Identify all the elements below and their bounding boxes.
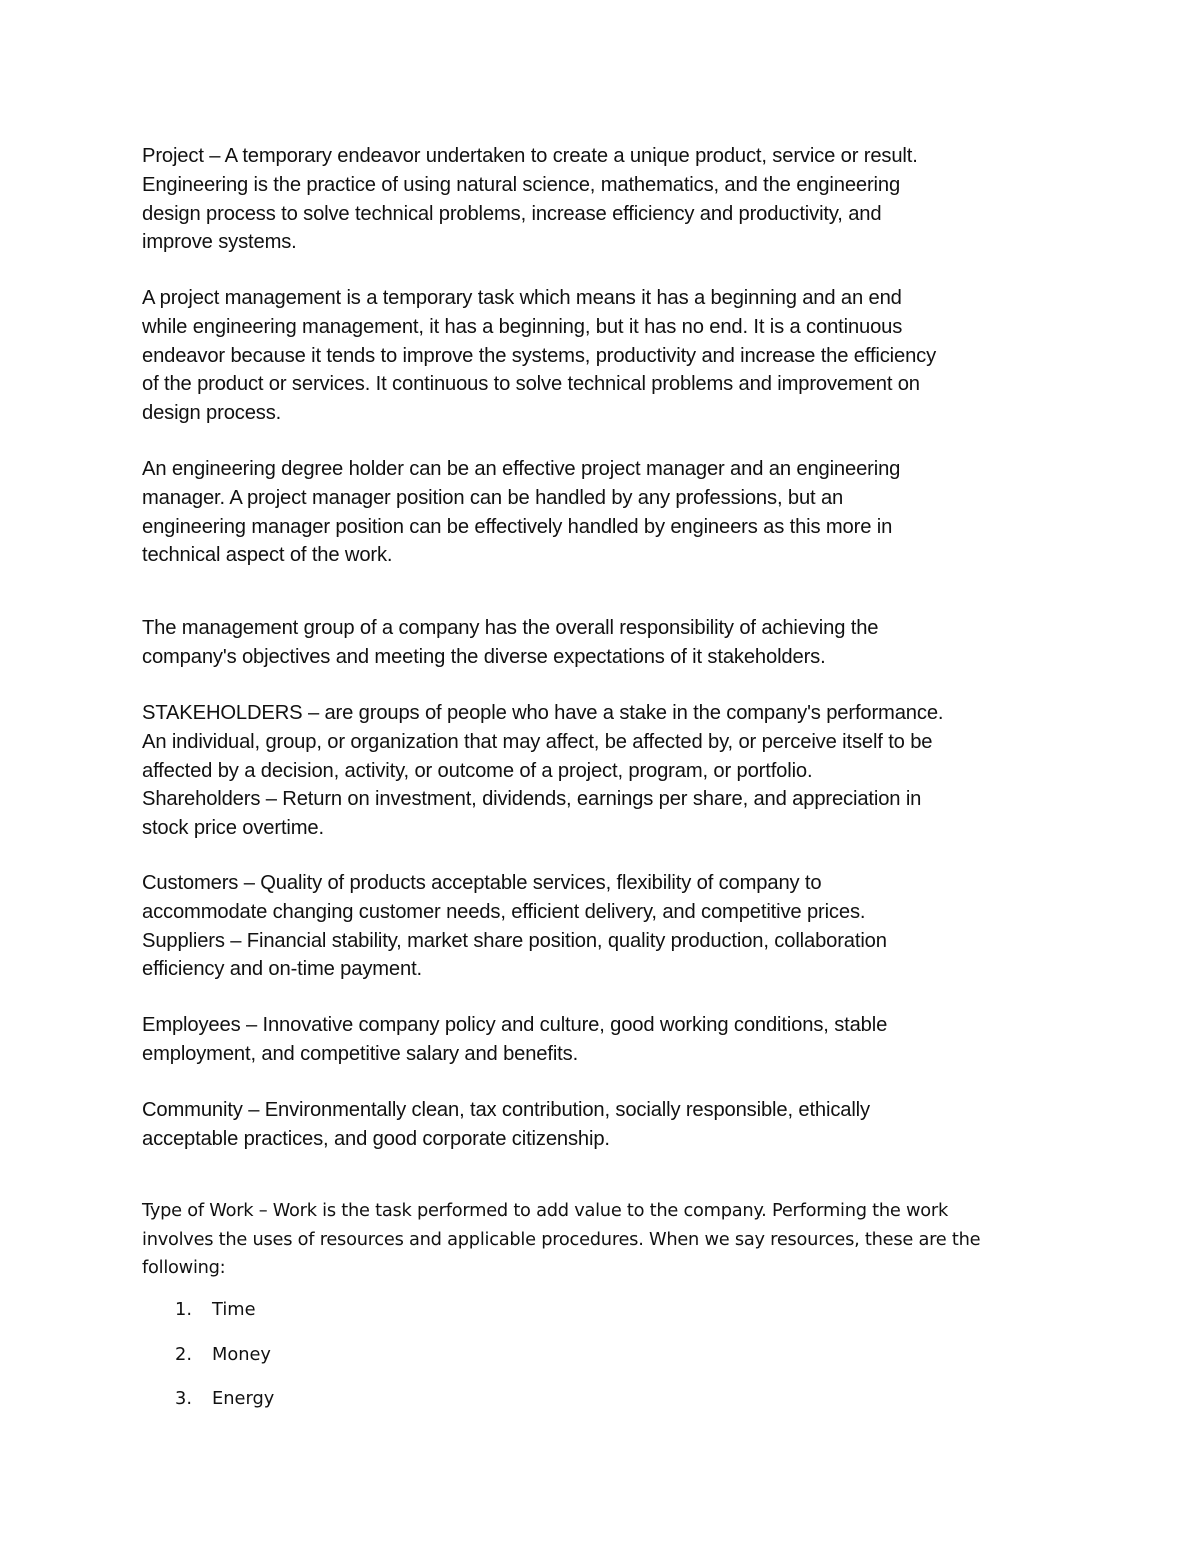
text-line: manager. A project manager position can be handled by any professions, but an xyxy=(142,486,844,509)
text-line: Employees – Innovative company policy and culture, good working conditions, stable xyxy=(142,1014,888,1036)
text-line: An individual, group, or organization that may affect, be affected by, or perceive itself to be xyxy=(142,730,933,753)
text-line: The management group of a company has the overall responsibility of achieving the xyxy=(142,617,879,639)
text-line: while engineering management, it has a beginning, but it has no end. It is a continuous xyxy=(142,315,903,338)
text-line: design process to solve technical problems, increase efficiency and productivity, and xyxy=(142,202,882,225)
text-line: Community – Environmentally clean, tax contribution, socially responsible, ethically xyxy=(142,1099,870,1121)
text-line: employment, and competitive salary and benefits. xyxy=(142,1042,579,1065)
list-item xyxy=(142,1385,274,1430)
text-line: engineering manager position can be effectively handled by engineers as this more in xyxy=(142,515,893,538)
list-item-label: Time xyxy=(212,1299,256,1320)
engineering-degree-paragraph xyxy=(142,455,1072,570)
text-line: Project – A temporary endeavor undertaken to create a unique product, service or result. xyxy=(142,145,918,167)
project-vs-engineering-paragraph xyxy=(142,284,1072,428)
list-item-number: 3. xyxy=(175,1388,192,1409)
text-line: Engineering is the practice of using natural science, mathematics, and the engineering xyxy=(142,173,901,196)
text-line: accommodate changing customer needs, efficient delivery, and competitive prices. xyxy=(142,900,866,923)
text-line: Type of Work – Work is the task performed to add value to the company. Performing the work xyxy=(142,1200,949,1221)
list-item-label: Money xyxy=(212,1343,271,1365)
text-line: affected by a decision, activity, or outcome of a project, program, or portfolio. xyxy=(142,759,813,782)
text-line: STAKEHOLDERS – are groups of people who have a stake in the company's performance. xyxy=(142,702,944,724)
text-line: efficiency and on-time payment. xyxy=(142,958,422,981)
text-line: improve systems. xyxy=(142,231,297,254)
list-item xyxy=(142,1296,274,1341)
text-line: Shareholders – Return on investment, dividends, earnings per share, and appreciation in xyxy=(142,788,922,811)
text-line: endeavor because it tends to improve the systems, productivity and increase the efficiency xyxy=(142,344,937,367)
community-paragraph xyxy=(142,1096,1072,1154)
customers-suppliers-paragraph xyxy=(142,869,1072,984)
text-line: An engineering degree holder can be an effective project manager and an engineering xyxy=(142,458,901,480)
text-line: stock price overtime. xyxy=(142,817,324,840)
text-line: of the product or services. It continuous to solve technical problems and improvement on xyxy=(142,373,920,396)
list-item-number: 1. xyxy=(175,1299,192,1320)
text-line: Customers – Quality of products acceptable services, flexibility of company to xyxy=(142,872,822,894)
text-line: A project management is a temporary task which means it has a beginning and an end xyxy=(142,287,902,309)
list-item-number: 2. xyxy=(175,1343,192,1365)
text-line: acceptable practices, and good corporate citizenship. xyxy=(142,1127,610,1150)
text-line: Suppliers – Financial stability, market share position, quality production, collaboration xyxy=(142,929,887,952)
stakeholders-paragraph xyxy=(142,699,1072,843)
project-definition-paragraph xyxy=(142,142,1072,257)
text-line: following: xyxy=(142,1257,226,1279)
management-group-paragraph xyxy=(142,614,1072,672)
type-of-work-paragraph xyxy=(142,1197,1072,1283)
text-line: design process. xyxy=(142,402,282,425)
text-line: involves the uses of resources and applicable procedures. When we say resources, these are the xyxy=(142,1228,981,1250)
text-line: technical aspect of the work. xyxy=(142,544,393,567)
list-item-label: Energy xyxy=(212,1388,275,1409)
list-item xyxy=(142,1341,274,1386)
employees-paragraph xyxy=(142,1011,1072,1069)
text-line: company's objectives and meeting the diverse expectations of it stakeholders. xyxy=(142,645,826,668)
resources-list xyxy=(142,1296,274,1430)
